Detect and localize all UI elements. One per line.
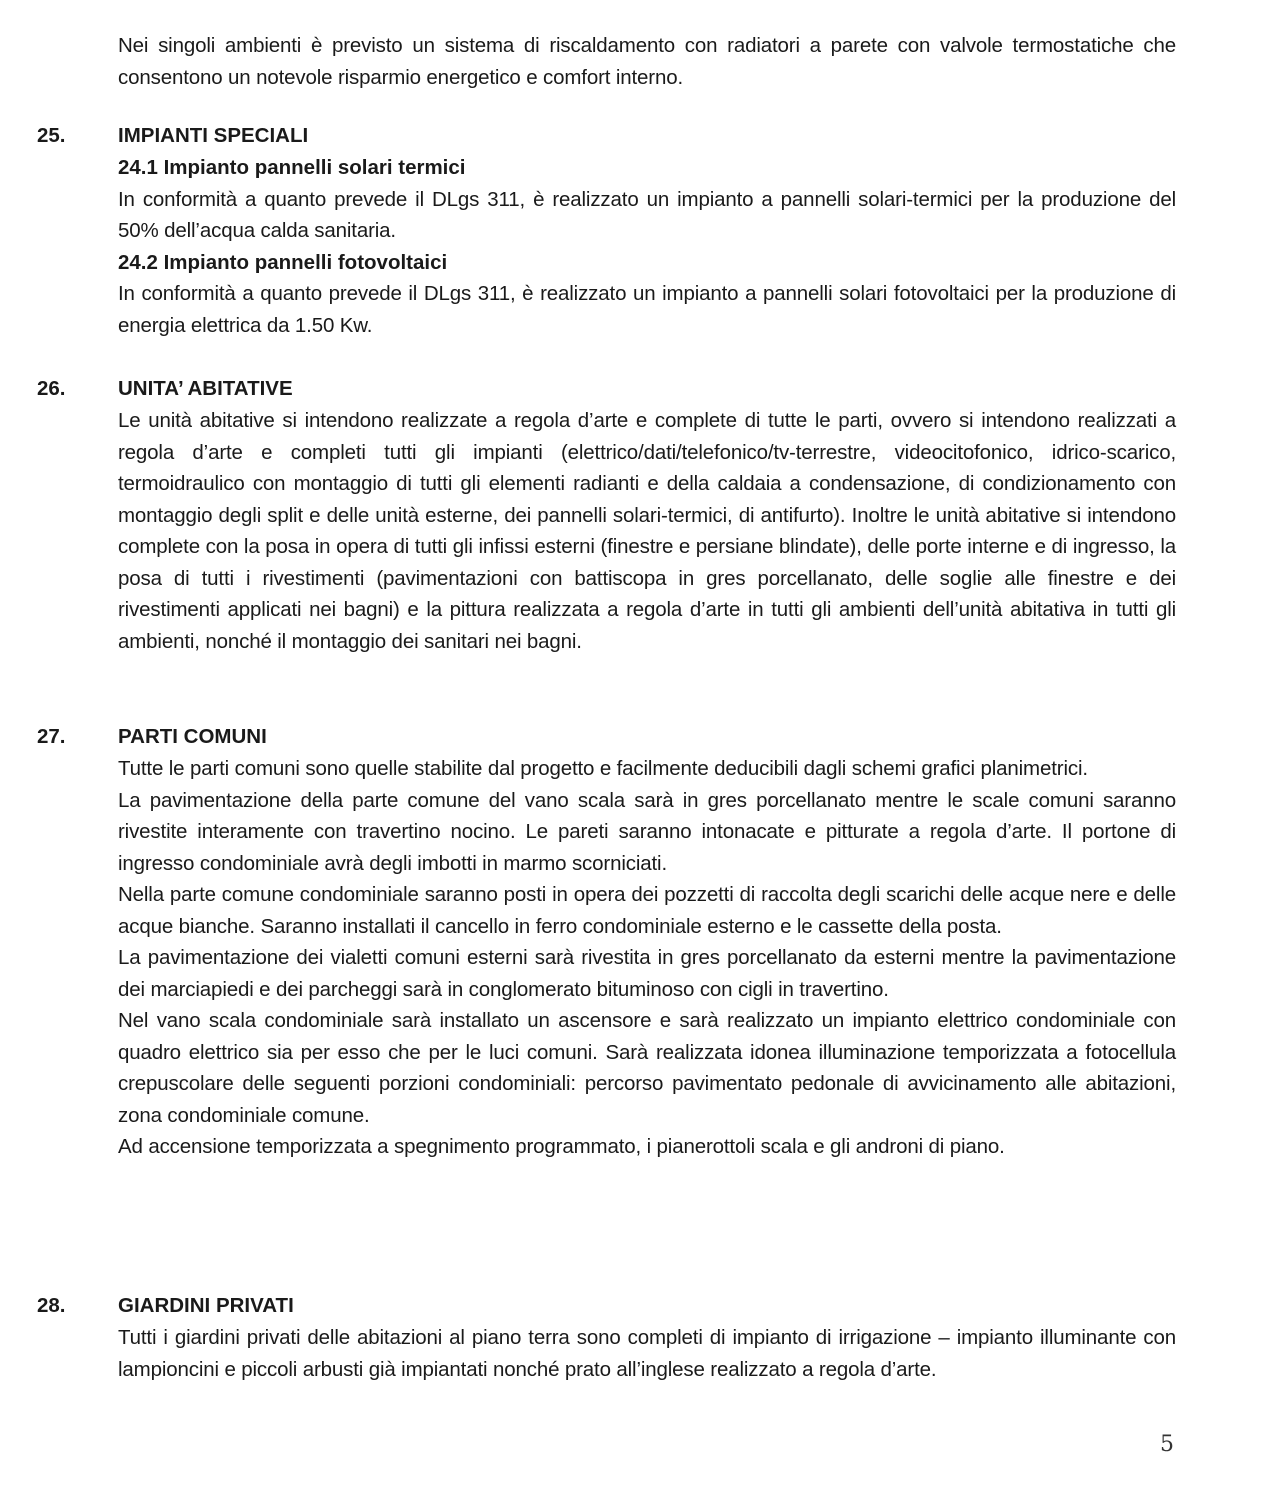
- intro-block: [118, 30, 1176, 93]
- section-28-number: 28.: [37, 1294, 66, 1317]
- section-27-paragraph: La pavimentazione dei vialetti comuni esterni sarà rivestita in gres porcellanato da esterni mentre la pavimentazione dei marciapiedi e dei parcheggi sarà in conglomerato bituminoso con cigli in travertino.: [118, 946, 1176, 1001]
- section-27-paragraph: Ad accensione temporizzata a spegnimento programmato, i pianerottoli scala e gli androni di piano.: [118, 1135, 1005, 1158]
- section-26-title: UNITA’ ABITATIVE: [118, 377, 293, 400]
- page-number: 5: [1160, 1432, 1174, 1457]
- section-28-body: [118, 1322, 1176, 1385]
- intro-paragraph: Nei singoli ambienti è previsto un sistema di riscaldamento con radiatori a parete con valvole termostatiche che consentono un notevole risparmio energetico e comfort interno.: [118, 34, 1176, 89]
- section-25-body: [118, 152, 1176, 341]
- subsection-24-1-text: In conformità a quanto prevede il DLgs 311, è realizzato un impianto a pannelli solari-termici per la produzione del 50% dell’acqua calda sanitaria.: [118, 187, 1176, 242]
- section-28-paragraph: Tutti i giardini privati delle abitazioni al piano terra sono completi di impianto di irrigazione – impianto illuminante con lampioncini e piccoli arbusti già impiantati nonché prato all’inglese realizzato a regola d’arte.: [118, 1326, 1176, 1381]
- subsection-24-1-title: 24.1 Impianto pannelli solari termici: [118, 156, 466, 179]
- section-25-title: IMPIANTI SPECIALI: [118, 124, 309, 147]
- subsection-24-2-text: In conformità a quanto prevede il DLgs 311, è realizzato un impianto a pannelli solari fotovoltaici per la produzione di energia elettrica da 1.50 Kw.: [118, 282, 1176, 337]
- section-27-body: [118, 753, 1176, 1163]
- section-27-number: 27.: [37, 725, 66, 748]
- section-27-paragraph: Tutte le parti comuni sono quelle stabilite dal progetto e facilmente deducibili dagli schemi grafici planimetrici.: [118, 757, 1088, 780]
- section-26-number: 26.: [37, 377, 66, 400]
- subsection-24-2-title: 24.2 Impianto pannelli fotovoltaici: [118, 250, 448, 274]
- section-27-paragraph: Nel vano scala condominiale sarà installato un ascensore e sarà realizzato un impianto elettrico condominiale con quadro elettrico sia per esso che per le luci comuni. Sarà realizzata idonea illuminazione temporizzata a fotocellula crepuscolare delle seguenti porzioni condominiali: percorso pavimentato pedonale di avvicinamento alle abitazioni, zona condominiale comune.: [118, 1009, 1176, 1127]
- section-28-title: GIARDINI PRIVATI: [118, 1294, 294, 1317]
- section-26-paragraph: Le unità abitative si intendono realizzate a regola d’arte e complete di tutte le parti, ovvero si intendono realizzati a regola d’arte e completi tutti gli impianti (elettrico/dati/telefonico/tv-terrestre, videocitofonico, idrico-scarico, termoidraulico con montaggio di tutti gli elementi radianti e della caldaia a condensazione, di condizionamento con montaggio degli split e delle unità esterne, dei pannelli solari-termici, di antifurto). Inoltre le unità abitative si intendono complete con la posa in opera di tutti gli infissi esterni (finestre e persiane blindate), delle porte interne e di ingresso, la posa di tutti i rivestimenti (pavimentazioni con battiscopa in gres porcellanato, delle soglie alle finestre e dei rivestimenti applicati nei bagni) e la pittura realizzata a regola d’arte in tutti gli ambienti dell’unità abitativa in tutti gli ambienti, nonché il montaggio dei sanitari nei bagni.: [118, 409, 1176, 653]
- section-27-paragraph: Nella parte comune condominiale saranno posti in opera dei pozzetti di raccolta degli scarichi delle acque nere e delle acque bianche. Saranno installati il cancello in ferro condominiale esterno e le cassette della posta.: [118, 883, 1176, 938]
- section-26-body: [118, 405, 1176, 657]
- section-27-title: PARTI COMUNI: [118, 725, 267, 748]
- section-25-number: 25.: [37, 124, 66, 147]
- section-27-paragraph: La pavimentazione della parte comune del vano scala sarà in gres porcellanato mentre le scale comuni saranno rivestite interamente con travertino nocino. Le pareti saranno intonacate e pitturate a regola d’arte. Il portone di ingresso condominiale avrà degli imbotti in marmo scorniciati.: [118, 788, 1176, 875]
